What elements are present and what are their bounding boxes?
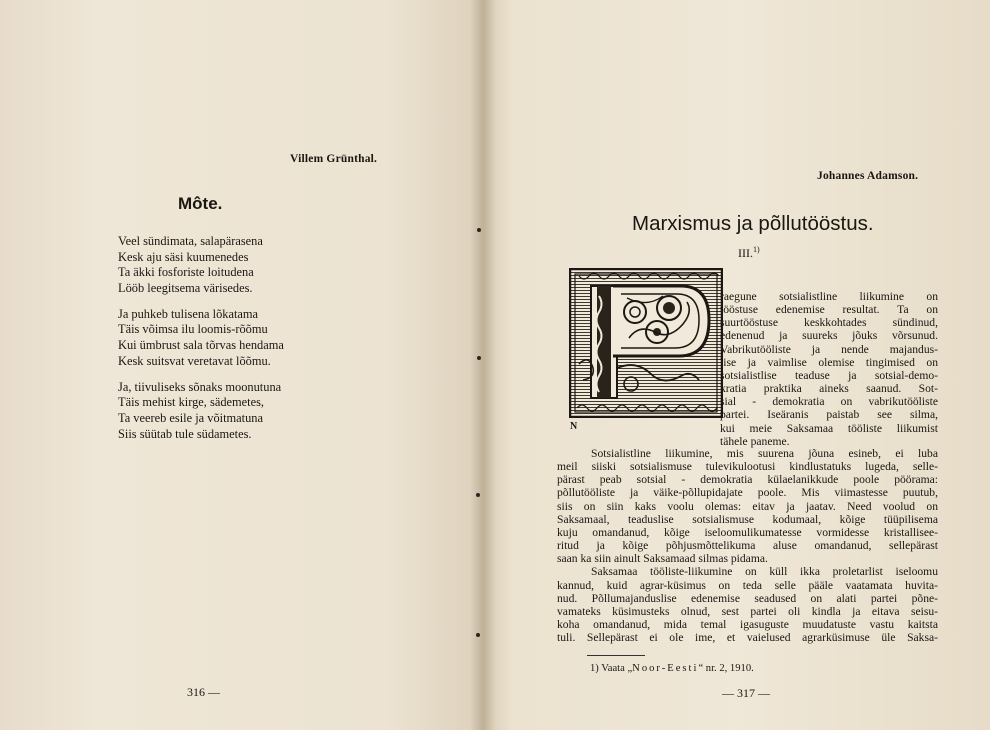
gutter-mark — [477, 228, 481, 232]
footnote-prefix: 1) Vaata „ — [590, 663, 633, 674]
drop-cap-signature: N — [570, 421, 578, 432]
gutter-mark — [477, 356, 481, 360]
section-label: III. — [738, 246, 753, 260]
article-author: Johannes Adamson. — [817, 170, 919, 182]
text-line: partei. Iseäranis paistab see silma, — [720, 408, 938, 422]
article-title: Marxismus ja põllutööstus. — [632, 212, 874, 235]
text-line: nud. Põllumajanduslise edenemise seadused on alati partei põne- — [557, 591, 938, 605]
poem-line: Ja, tiivuliseks sõnaks moonutuna — [118, 379, 282, 394]
poem-stanza — [118, 380, 358, 442]
page-number-right: — 317 — — [722, 686, 770, 700]
text-line: kratia praktika aineks saanud. Sot- — [720, 382, 938, 396]
text-line: Saksamaa tööliste-liikumine on küll ikka proletarlist iseloomu — [591, 565, 938, 579]
text-line: tööstuse edenemise resultat. Ta on — [720, 303, 938, 317]
gutter-mark — [476, 633, 480, 637]
text-line: meil siiski sotsialismuse tulevikulootusi kindlustatuks lugeda, selle- — [557, 460, 938, 474]
text-line: tuli. Sellepärast ei ole ime, et vaielused agrarküsimuse üle Saksa- — [557, 631, 938, 645]
text-line: Saksamaal, teaduslise sotsialismuse kodumaal, kõige tüüpilisema — [557, 512, 938, 526]
poem-author: Villem Grünthal. — [290, 153, 378, 165]
text-line: lise ja vaimlise olemise tingimised on — [720, 355, 938, 369]
text-line: Vabrikutööliste ja nende majandus- — [720, 342, 938, 356]
text-line: sial - demokratia on vabrikutööliste — [720, 395, 938, 409]
paragraph-intro — [720, 290, 938, 448]
poem-line: Kesk aju säsi kuumenedes — [118, 249, 249, 264]
poem-title: Môte. — [178, 194, 223, 213]
poem-line: Lööb leegitsema värisedes. — [118, 280, 253, 295]
poem-line: Kesk suitsvat veretavat lõõmu. — [118, 353, 271, 368]
text-line: kannud, kuid agrar-küsimus on teda selle pääle vaatamata huvita- — [557, 578, 938, 592]
text-line: põllutööliste ja väike-põllupidajate poole. Mis viimastesse puutub, — [557, 486, 938, 500]
drop-cap-initial — [569, 268, 723, 418]
page-number-left: 316 — — [187, 685, 220, 699]
gutter-mark — [476, 493, 480, 497]
text-line: raegune sotsialistline liikumine on — [720, 290, 938, 303]
text-line: ritud ja kõige põhjusmõttelikuma aluse omandanud, sellepärast — [557, 539, 938, 553]
poem-line: Ta äkki fosforiste loitudena — [118, 265, 254, 280]
poem-line: Ta veereb esile ja võitmatuna — [118, 410, 264, 425]
text-line: pärast peab sotsial - demokratia külaelanikkude poole pöörama: — [557, 473, 938, 487]
paragraph-body — [557, 447, 938, 644]
poem-line: Kui ümbrust sala tõrvas hendama — [118, 338, 284, 353]
text-line: edenenud ja suureks jõuks võrsunud. — [720, 329, 938, 343]
footnote-title: Noor-Eesti — [632, 663, 699, 674]
footnote-divider — [587, 655, 645, 656]
text-line: tähele paneme. — [720, 434, 790, 448]
text-line: siis on siin kaks voolu olemas: eitav ja jaatav. Need voolud on — [557, 499, 938, 513]
book-gutter — [470, 0, 496, 730]
text-line: sotsialistlise teaduse ja sotsial-demo- — [720, 368, 938, 382]
poem-stanza — [118, 307, 358, 369]
poem-stanza — [118, 234, 358, 296]
poem-line: Täis võimsa ilu loomis-rõõmu — [118, 322, 268, 337]
text-line: vamateks küsimusteks olnud, sest partei oli kindla ja eitava seisu- — [557, 604, 938, 618]
poem-line: Ja puhkeb tulisena lõkatama — [118, 306, 259, 321]
poem-line: Täis mehist kirge, sädemetes, — [118, 395, 265, 410]
text-line: kuju omandanud, kõige iseloomulikumatesse vormidesse kristallisee- — [557, 525, 938, 539]
section-number — [738, 245, 760, 261]
footnote-suffix: “ nr. 2, 1910. — [698, 663, 754, 674]
poem-body — [118, 234, 358, 453]
footnote — [590, 663, 754, 674]
text-line: kui meie Saksamaa tööliste liikumist — [720, 421, 938, 435]
text-line: Sotsialistline liikumine, mis suurena jõuna esineb, ei luba — [591, 447, 938, 460]
poem-line: Siis süütab tule südametes. — [118, 426, 252, 441]
section-footnote-ref: 1) — [753, 245, 760, 254]
text-line: suurtööstuse keskkohtades sündinud, — [720, 316, 938, 330]
text-line: koha omandanud, mida temal igasuguste muudatuste vastu kaitsta — [557, 618, 938, 632]
text-line: saan ka siin ainult Saksamaad silmas pidama. — [557, 552, 768, 566]
poem-line: Veel sündimata, salapärasena — [118, 234, 263, 248]
